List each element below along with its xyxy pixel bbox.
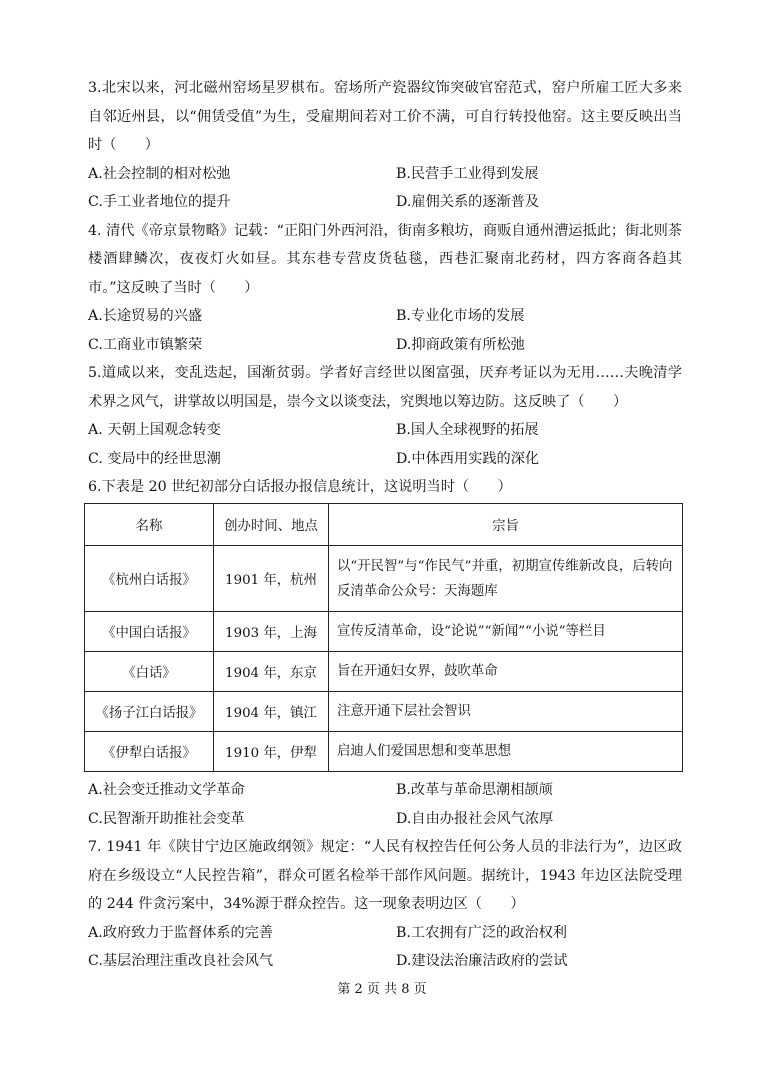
q6-stem: 6.下表是 20 世纪初部分白话报办报信息统计，这说明当时（ ） bbox=[88, 479, 512, 495]
q4-option-b: B.专业化市场的发展 bbox=[396, 308, 525, 324]
q5-stem: 5.道咸以来，变乱迭起，国渐贫弱。学者好言经世以图富强，厌弃考证以为无用……夫晚清学术界之风气，讲掌故以明国是，崇今文以谈变法，究舆地以筹边防。这反映了（ ） bbox=[88, 365, 682, 410]
table-header-row bbox=[85, 504, 683, 546]
q7-option-d: D.建设法治廉洁政府的尝试 bbox=[396, 953, 568, 969]
table-row bbox=[85, 692, 683, 732]
row-name: 《白话》 bbox=[85, 652, 214, 692]
q3-option-a: A.社会控制的相对松弛 bbox=[88, 165, 231, 182]
table-row bbox=[85, 546, 683, 612]
page-number: 第 2 页 共 8 页 bbox=[337, 982, 427, 997]
question-area bbox=[88, 74, 682, 502]
q3-option-c: C.手工业者地位的提升 bbox=[88, 194, 231, 210]
row-aim: 宣传反清革命，设“论说”“新闻”“小说”等栏目 bbox=[329, 612, 683, 652]
row-time-place: 1901 年，杭州 bbox=[214, 546, 329, 612]
q3-option-d: D.雇佣关系的逐渐普及 bbox=[396, 194, 540, 210]
q5-option-a: A. 天朝上国观念转变 bbox=[88, 422, 221, 438]
q5-option-b: B.国人全球视野的拓展 bbox=[396, 422, 539, 438]
row-name: 《扬子江白话报》 bbox=[85, 692, 214, 732]
question-area-lower bbox=[88, 776, 682, 976]
q7-options bbox=[88, 919, 682, 976]
table-row bbox=[85, 612, 683, 652]
header-name: 名称 bbox=[85, 504, 214, 546]
q4-option-a: A.长途贸易的兴盛 bbox=[88, 308, 203, 324]
row-time-place: 1904 年，镇江 bbox=[214, 692, 329, 732]
header-aim: 宗旨 bbox=[329, 504, 683, 546]
row-time-place: 1904 年，东京 bbox=[214, 652, 329, 692]
q7-stem: 7. 1941 年《陕甘宁边区施政纲领》规定：“人民有权控告任何公务人员的非法行为”，边区政府在乡级设立“人民控告箱”，群众可匿名检举干部作风问题。据统计，1943 年边区法院受理的 244 件贪污案中，34%源于群众控告。这一现象表明边区（ ） bbox=[88, 839, 682, 912]
q6-option-d: D.自由办报社会风气浓厚 bbox=[396, 810, 554, 827]
table-row bbox=[85, 732, 683, 772]
q4-option-d: D.抑商政策有所松弛 bbox=[396, 336, 525, 353]
row-name: 《杭州白话报》 bbox=[85, 546, 214, 612]
q6-options bbox=[88, 776, 682, 833]
newspaper-table bbox=[84, 503, 683, 772]
q6-option-c: C.民智渐开助推社会变革 bbox=[88, 810, 245, 827]
row-aim: 旨在开通妇女界，鼓吹革命 bbox=[329, 652, 683, 692]
q7-option-b: B.工农拥有广泛的政治权利 bbox=[396, 924, 567, 941]
row-time-place: 1903 年，上海 bbox=[214, 612, 329, 652]
q6-option-b: B.改革与革命思潮相颉颃 bbox=[396, 782, 553, 798]
header-time-place: 创办时间、地点 bbox=[214, 504, 329, 546]
q7-option-c: C.基层治理注重改良社会风气 bbox=[88, 953, 274, 969]
q4-option-c: C.工商业市镇繁荣 bbox=[88, 336, 203, 353]
q7-option-a: A.政府致力于监督体系的完善 bbox=[88, 924, 274, 941]
q5-options bbox=[88, 416, 682, 473]
row-aim: 启迪人们爱国思想和变革思想 bbox=[329, 732, 683, 772]
q4-options bbox=[88, 302, 682, 359]
q6-option-a: A.社会变迁推动文学革命 bbox=[88, 782, 245, 798]
q5-option-c: C. 变局中的经世思潮 bbox=[88, 450, 221, 467]
row-name: 《伊犁白话报》 bbox=[85, 732, 214, 772]
row-name: 《中国白话报》 bbox=[85, 612, 214, 652]
q3-options bbox=[88, 160, 682, 217]
q3-stem: 3.北宋以来，河北磁州窑场星罗棋布。窑场所产瓷器纹饰突破官窑范式，窑户所雇工匠大多来自邻近州县，以“佣赁受值”为生，受雇期间若对工价不满，可自行转投他窑。这主要反映出当时（ ） bbox=[88, 80, 682, 153]
q5-option-d: D.中体西用实践的深化 bbox=[396, 450, 540, 467]
q4-stem: 4. 清代《帝京景物略》记载：“正阳门外西河沿，街南多粮坊，商贩自通州漕运抵此；街北则茶楼酒肆鳞次，夜夜灯火如昼。其东巷专营皮货毡毯，西巷汇聚南北药材，四方客商各趋其市。”这反映了当时（ ） bbox=[88, 222, 682, 296]
row-aim: 以“开民智”与“作民气”并重，初期宣传维新改良，后转向反清革命公众号：天海题库 bbox=[329, 546, 683, 612]
table-row bbox=[85, 652, 683, 692]
q3-option-b: B.民营手工业得到发展 bbox=[396, 165, 539, 182]
row-time-place: 1910 年，伊犁 bbox=[214, 732, 329, 772]
row-aim: 注意开通下层社会智识 bbox=[329, 692, 683, 732]
